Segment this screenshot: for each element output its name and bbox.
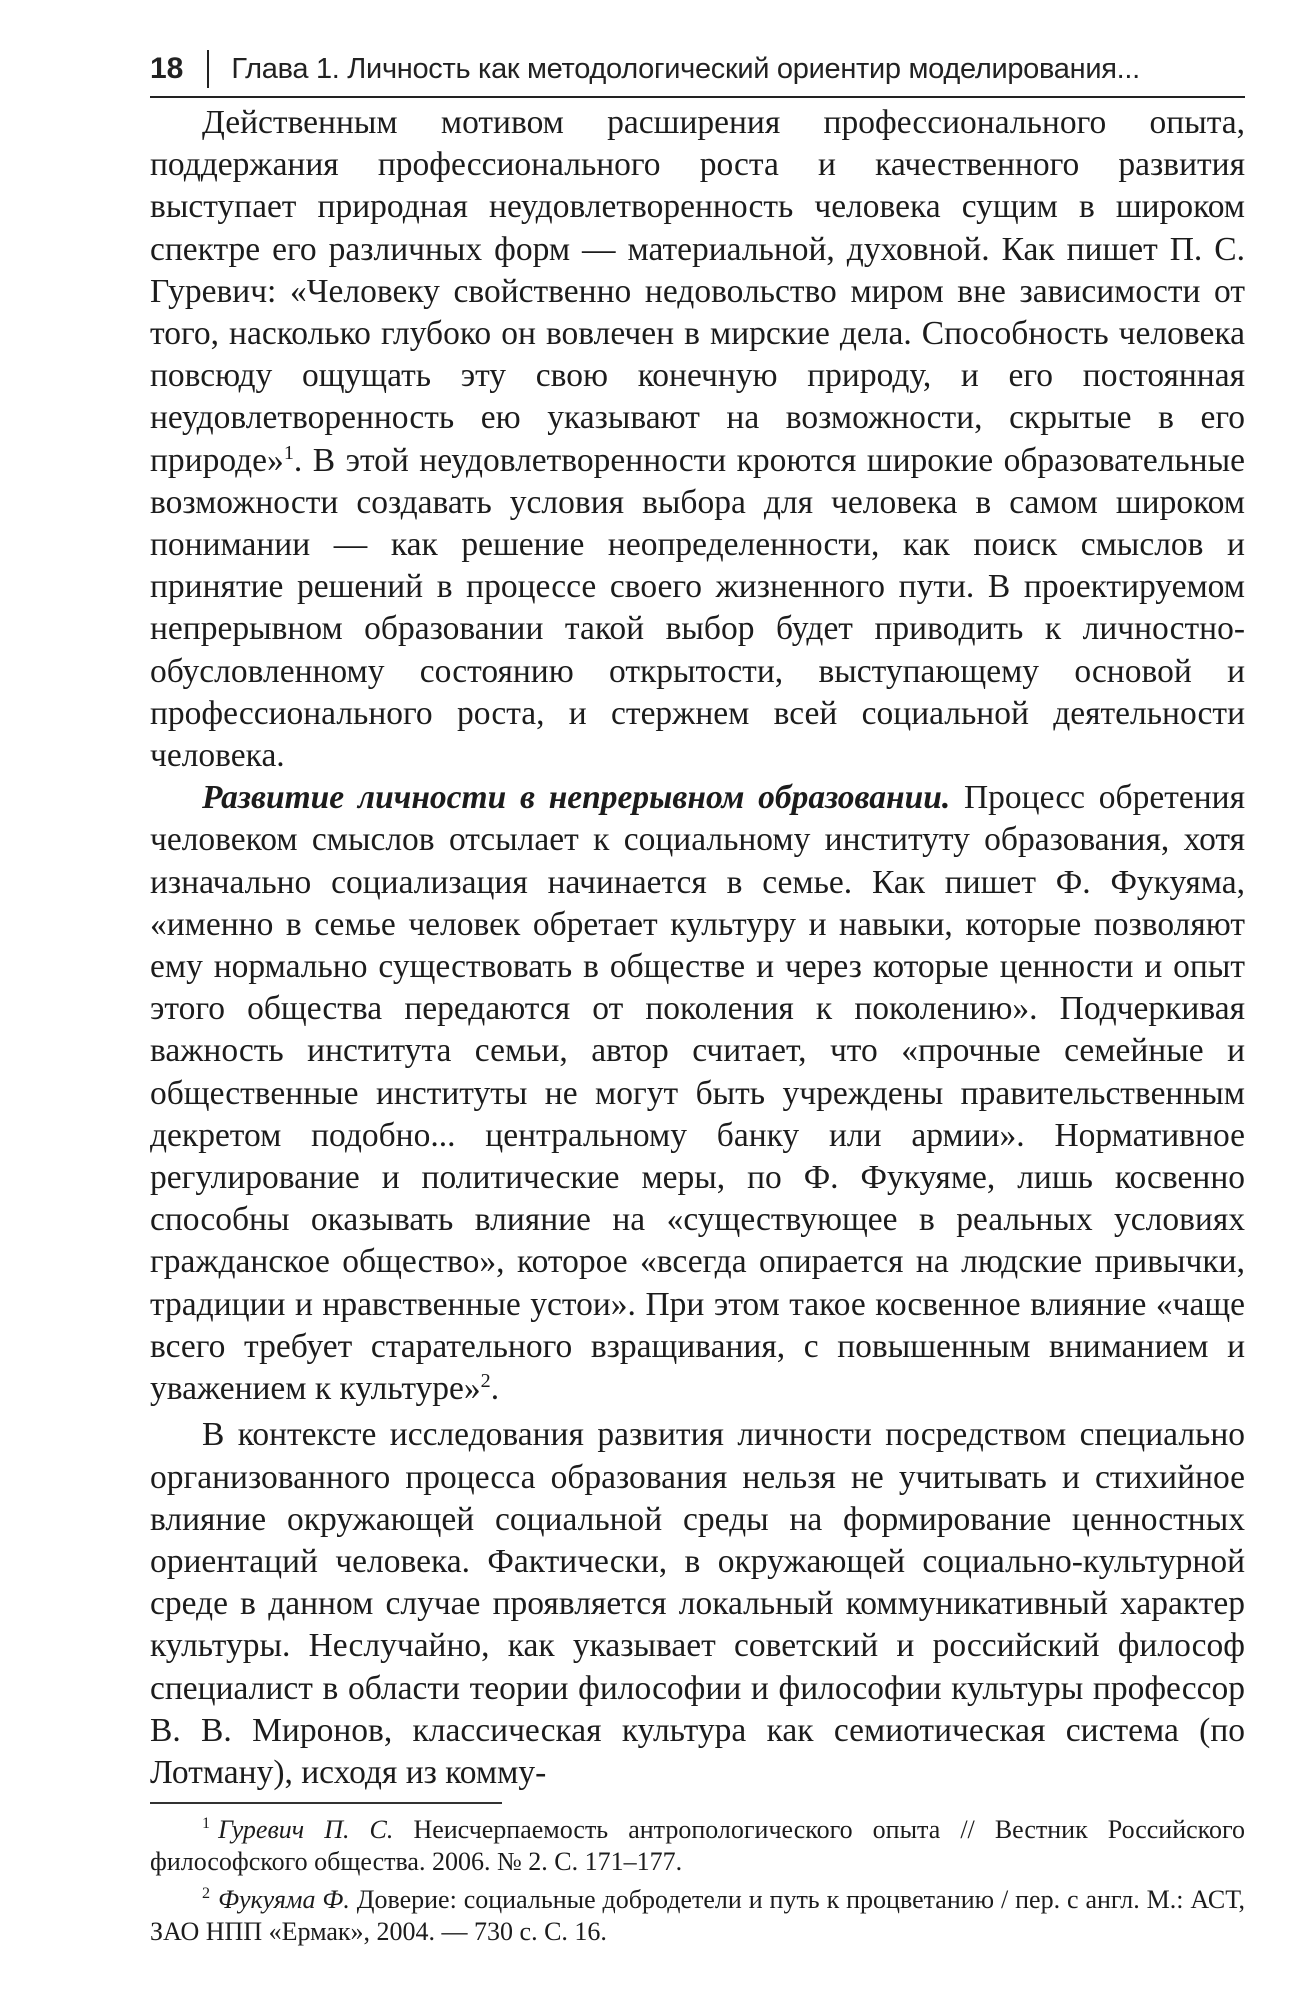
paragraph-2-end: . — [490, 1370, 500, 1408]
footnote-rule — [150, 1802, 502, 1804]
running-header — [150, 40, 1245, 98]
footnote-1 — [150, 1814, 1245, 1878]
paragraph-1 — [150, 102, 1245, 777]
paragraph-3-text: В контексте исследования развития личности посредством специально организованного процесса образования нельзя не учитывать и стихийное влияние окружающей социальной среды на формирование ценностных ориентаций человека. Фактически, в окружающей социально-культурной среде в данном случае проявляется локальный коммуникативный характер культуры. Неслучайно, как указывает советский и российский философ специалист в области теории философии и философии культуры профессор В. В. Миронов, классическая культура как семиотическая система (по Лотману), исходя из комму- — [150, 1416, 1245, 1791]
paragraph-1-rest: . В этой неудовлетворенности кроются широкие образовательные возможности создавать условия выбора для человека в самом широком понимании — как решение неопределенности, как поиск смыслов и принятие решений в процессе своего жизненного пути. В проектируемом непрерывном образовании такой выбор будет приводить к личностно-обусловленному состоянию открытости, выступающему основой и профессионального роста, и стержнем всей социальной деятельности человека. — [150, 441, 1245, 775]
footnote-author: Гуревич П. С. — [218, 1815, 394, 1844]
footnote-ref-2: 2 — [480, 1369, 491, 1392]
running-title: Глава 1. Личность как методологический ориентир моделирования... — [231, 53, 1140, 85]
section-runin-heading: Развитие личности в непрерывном образовании. — [202, 779, 951, 817]
paragraph-3 — [150, 1414, 1245, 1794]
footnote-marker: 1 — [202, 1815, 211, 1833]
paragraph-2-text: Процесс обретения человеком смыслов отсылает к социальному институту образования, хотя изначально социализация начинается в семье. Как пишет Ф. Фукуяма, «именно в семье человек обретает культуру и навыки, которые позволяют ему нормально существовать в обществе и через которые ценности и опыт этого общества передаются от поколения к поколению». Подчеркивая важность института семьи, автор считает, что «прочные семейные и общественные институты не могут быть учреждены правительственным декретом подобно... центральному банку или армии». Нормативное регулирование и политические меры, по Ф. Фукуяме, лишь косвенно способны оказывать влияние на «существующее в реальных условиях гражданское общество», которое «всегда опирается на людские привычки, традиции и нравственные устои». При этом такое косвенное влияние «чаще всего требует старательного взращивания, с повышенным вниманием и уважением к культуре» — [150, 779, 1245, 1408]
footnote-2 — [150, 1884, 1245, 1948]
footnote-author: Фукуяма Ф. — [218, 1885, 350, 1914]
body-text — [150, 102, 1245, 1794]
header-separator — [207, 50, 209, 88]
paragraph-1-text: Действенным мотивом расширения профессионального опыта, поддержания профессионального роста и качественного развития выступает природная неудовлетворенность человека сущим в широком спектре его различных форм — материальной, духовной. Как пишет П. С. Гуревич: «Человеку свойственно недовольство миром вне зависимости от того, насколько глубоко он вовлечен в мирские дела. Способность человека повсюду ощущать эту свою конечную природу, и его постоянная неудовлетворенность ею указывают на возможности, скрытые в его природе» — [150, 104, 1245, 479]
header-rule — [150, 96, 1245, 98]
footnote-text: Неисчерпаемость антропологического опыта // Вестник Российского философского общества. 2006. № 2. С. 171–177. — [150, 1815, 1245, 1876]
paragraph-2 — [150, 777, 1245, 1410]
footnote-text: Доверие: социальные добродетели и путь к процветанию / пер. с англ. М.: АСТ, ЗАО НПП «Ермак», 2004. — 730 с. С. 16. — [150, 1885, 1245, 1946]
page-number: 18 — [150, 52, 184, 85]
footnote-ref-1: 1 — [283, 441, 294, 464]
footnote-marker: 2 — [202, 1885, 211, 1903]
footnotes — [150, 1814, 1245, 1954]
